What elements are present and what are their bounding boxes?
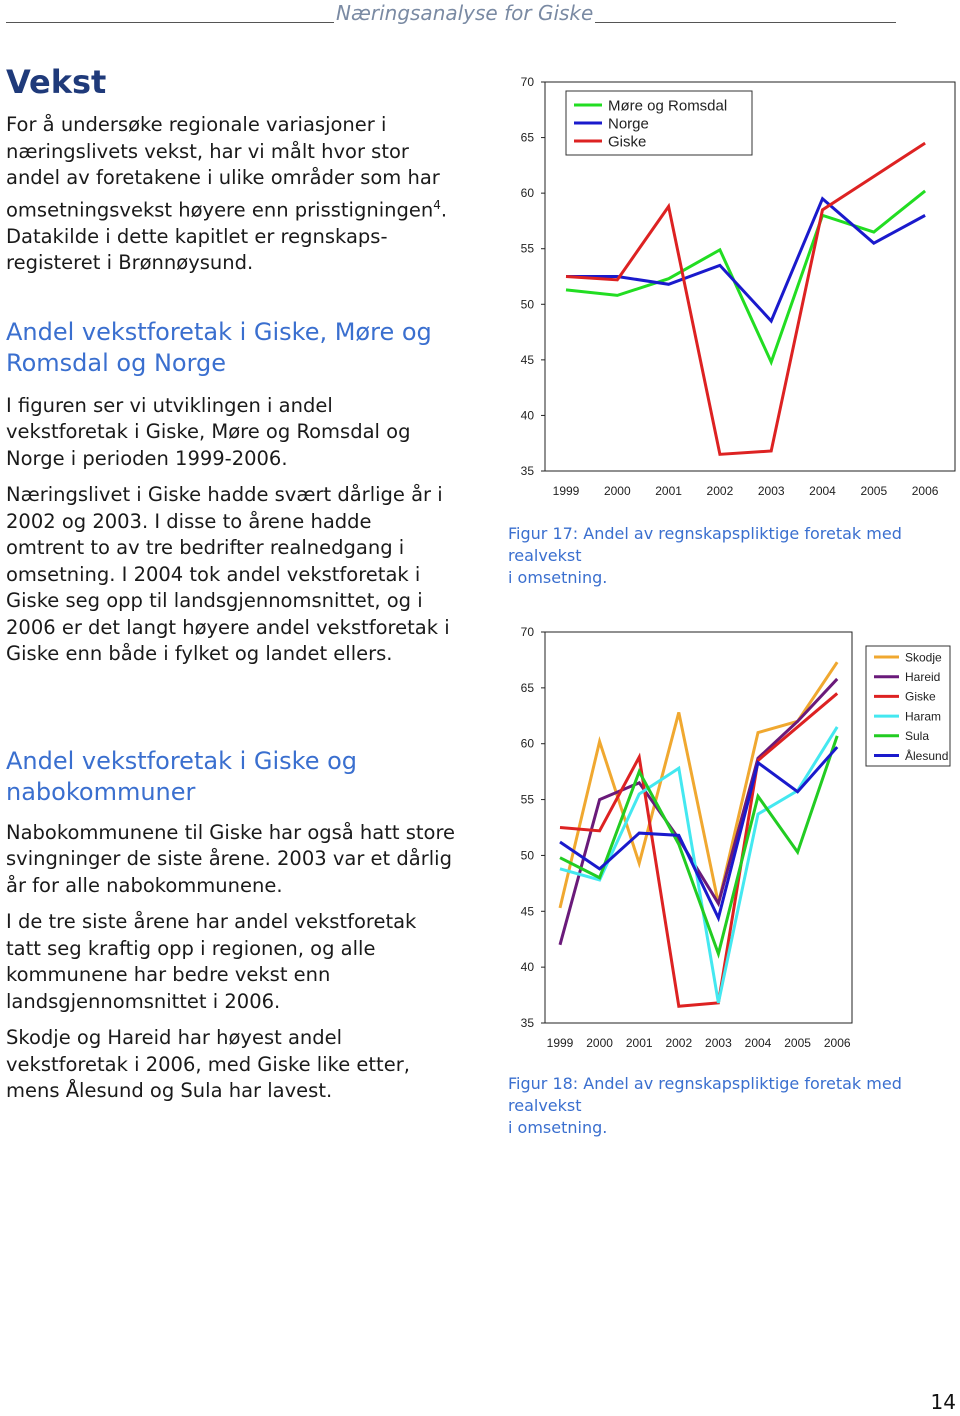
text-line: vekstforetak i 2006, med Giske like etter, <box>6 1052 410 1076</box>
text-line: Giske enn både i fylket og landet ellers. <box>6 642 393 665</box>
legend-label: Ålesund <box>905 748 949 763</box>
running-header-title: Næringsanalyse for Giske <box>336 1 594 25</box>
text-line: landsgjennomsnittet i 2006. <box>6 989 281 1013</box>
legend-label: Giske <box>905 689 936 704</box>
text-span: omsetningsvekst høyere enn prisstigningen <box>6 198 434 221</box>
y-tick-label: 45 <box>520 904 534 919</box>
figure-17-caption <box>508 523 958 589</box>
x-tick-label: 2001 <box>625 1036 653 1050</box>
text-line: Figur 18: Andel av regnskapspliktige foretak med realvekst <box>508 1074 902 1115</box>
figure-17-svg <box>500 68 960 508</box>
figure-18-chart <box>500 618 960 1063</box>
text-line: næringslivets vekst, har vi målt hvor stor <box>6 139 409 163</box>
text-line: vekstforetak i Giske, Møre og Romsdal og <box>6 420 411 443</box>
footnote-ref: 4 <box>433 197 441 212</box>
y-tick-label: 60 <box>520 186 534 201</box>
text-line: Romsdal og Norge <box>6 348 227 377</box>
y-tick-label: 35 <box>520 1016 534 1030</box>
text-line: omsetning. I 2004 tok andel vekstforetak i <box>6 562 421 586</box>
text-line: svingninger de siste årene. 2003 var et dårlig <box>6 847 452 870</box>
text-line: tatt seg kraftig opp i regionen, og alle <box>6 936 376 960</box>
subsection-title <box>6 746 476 808</box>
x-tick-label: 1999 <box>546 1036 574 1050</box>
text-line: Andel vekstforetak i Giske og <box>6 746 358 775</box>
text-line: nabokommuner <box>6 777 196 806</box>
page-number: 14 <box>930 1390 956 1414</box>
paragraph <box>6 820 476 900</box>
text-line: omtrent to av tre bedrifter realnedgang i <box>6 536 405 559</box>
y-tick-label: 55 <box>520 241 534 256</box>
legend-label: Norge <box>608 115 649 133</box>
series-line-sula <box>560 736 837 954</box>
y-tick-label: 70 <box>520 625 534 639</box>
y-tick-label: 60 <box>520 736 534 751</box>
text-line: i omsetning. <box>508 568 608 587</box>
text-line: I figuren ser vi utviklingen i andel <box>6 393 333 417</box>
text-span: . <box>440 198 448 221</box>
legend-label: Haram <box>905 709 942 724</box>
y-tick-label: 35 <box>520 464 534 478</box>
text-line: Nabokommunene til Giske har også hatt store <box>6 820 456 844</box>
text-line: Næringslivet i Giske hadde svært dårlige år i <box>6 483 443 506</box>
text-line: Norge i perioden 1999-2006. <box>6 446 288 470</box>
paragraph <box>6 1025 476 1105</box>
x-tick-label: 2000 <box>603 484 631 498</box>
text-line: kommunene har bedre vekst enn <box>6 963 331 986</box>
text-line: 2002 og 2003. I disse to årene hadde <box>6 509 372 533</box>
y-tick-label: 50 <box>520 848 534 863</box>
x-tick-label: 2003 <box>757 484 785 498</box>
paragraph <box>6 393 476 473</box>
y-tick-label: 40 <box>520 408 534 423</box>
x-tick-label: 2005 <box>860 484 888 498</box>
legend-label: Møre og Romsdal <box>608 97 728 115</box>
legend-label: Sula <box>905 729 930 744</box>
text-line: For å undersøke regionale variasjoner i <box>6 113 387 136</box>
x-tick-label: 2004 <box>809 484 836 498</box>
x-tick-label: 2001 <box>655 484 682 498</box>
text-line: 2006 er det langt høyere andel vekstforetak i <box>6 615 450 639</box>
intro-paragraph <box>6 112 476 277</box>
paragraph <box>6 482 476 668</box>
legend-label: Skodje <box>905 650 942 665</box>
legend-label: Giske <box>608 133 647 151</box>
text-line: Skodje og Hareid har høyest andel <box>6 1026 343 1049</box>
left-column <box>6 62 476 1113</box>
text-line: Andel vekstforetak i Giske, Møre og <box>6 317 432 346</box>
x-tick-label: 2002 <box>665 1036 693 1050</box>
text-line: Datakilde i dette kapitlet er regnskaps- <box>6 224 388 248</box>
subsection-title <box>6 317 476 379</box>
text-line: I de tre siste årene har andel vekstforetak <box>6 910 417 933</box>
x-tick-label: 2004 <box>744 1036 772 1050</box>
x-tick-label: 2005 <box>784 1036 811 1050</box>
text-line: mens Ålesund og Sula har lavest. <box>6 1079 333 1102</box>
text-line: Giske seg opp til landsgjennomsnittet, og i <box>6 589 423 612</box>
text-line: registeret i Brønnøysund. <box>6 251 254 274</box>
y-tick-label: 50 <box>520 297 534 312</box>
legend-label: Hareid <box>905 670 941 685</box>
y-tick-label: 45 <box>520 352 534 367</box>
series-line-haram <box>560 727 837 1003</box>
y-tick-label: 65 <box>520 130 534 145</box>
x-tick-label: 2006 <box>823 1036 851 1050</box>
x-tick-label: 2002 <box>706 484 734 498</box>
figure-18-svg <box>500 618 960 1063</box>
y-tick-label: 65 <box>520 680 534 695</box>
figure-18-caption <box>508 1073 958 1139</box>
text-line: andel av foretakene i ulike områder som har <box>6 166 440 189</box>
text-line: i omsetning. <box>508 1118 608 1137</box>
section-heading: Vekst <box>6 63 107 101</box>
text-line <box>6 192 476 224</box>
figure-17-chart <box>500 68 960 508</box>
x-tick-label: 2000 <box>586 1036 613 1050</box>
y-tick-label: 70 <box>520 75 534 89</box>
series-line-giske <box>566 143 925 454</box>
text-line: Figur 17: Andel av regnskapspliktige foretak med realvekst <box>508 524 902 565</box>
x-tick-label: 2006 <box>911 484 939 498</box>
x-tick-label: 2003 <box>705 1036 732 1050</box>
y-tick-label: 40 <box>520 960 534 975</box>
paragraph <box>6 909 476 1015</box>
x-tick-label: 1999 <box>552 484 580 498</box>
text-line: år for alle nabokommunene. <box>6 873 283 897</box>
y-tick-label: 55 <box>520 792 534 807</box>
